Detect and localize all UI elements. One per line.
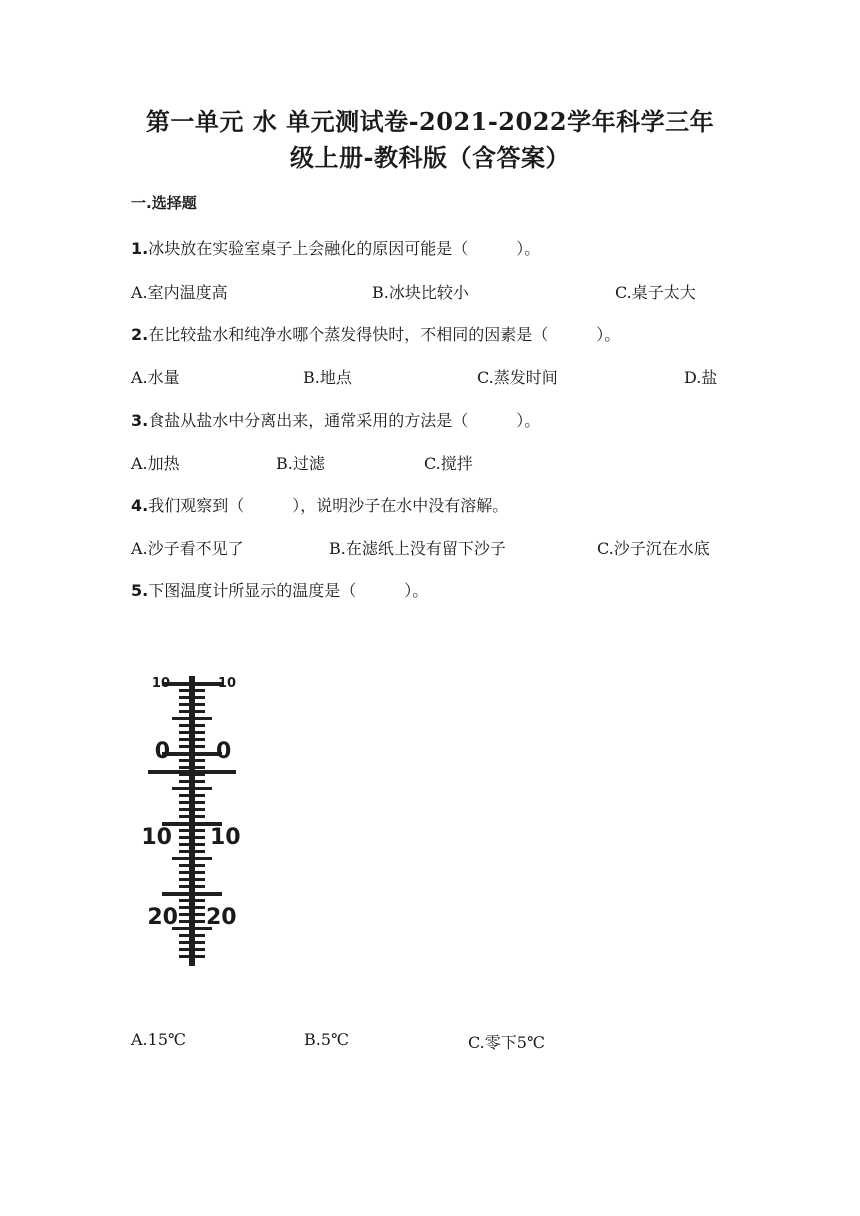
thermometer-tick (179, 724, 205, 727)
thermometer-tick (179, 759, 205, 762)
thermometer-label-20-right: 20 (206, 905, 237, 930)
question-2 (131, 322, 620, 345)
thermometer-tick (172, 857, 212, 860)
thermometer-tick (179, 913, 205, 916)
thermometer-tick (179, 836, 205, 839)
q5-option-b[interactable]: B.5℃ (304, 1030, 349, 1049)
thermometer-tick (162, 682, 222, 686)
thermometer-tick (179, 731, 205, 734)
thermometer-tick (179, 689, 205, 692)
thermometer-tick (179, 885, 205, 888)
q5-option-c[interactable]: C.零下5℃ (468, 1033, 545, 1052)
question-5 (131, 578, 428, 601)
thermometer-tick (179, 948, 205, 951)
thermometer-tick (179, 815, 205, 818)
question-text: 食盐从盐水中分离出来，通常采用的方法是（ ）。 (148, 411, 541, 430)
thermometer-tick (179, 899, 205, 902)
thermometer-tick (179, 794, 205, 797)
thermometer-tick (162, 892, 222, 896)
thermometer-label-10-left: 10 (141, 825, 172, 850)
thermometer-tick (179, 843, 205, 846)
q4-option-a[interactable]: A.沙子看不见了 (131, 539, 244, 558)
thermometer-tick (179, 906, 205, 909)
thermometer-tick (179, 920, 205, 923)
q1-option-a[interactable]: A.室内温度高 (131, 283, 228, 302)
q3-option-b[interactable]: B.过滤 (276, 454, 325, 473)
q3-option-a[interactable]: A.加热 (131, 454, 180, 473)
question-text: 冰块放在实验室桌子上会融化的原因可能是（ ）。 (148, 239, 541, 258)
thermometer-tick (179, 710, 205, 713)
thermometer-tick (172, 717, 212, 720)
thermometer-label-10-right: 10 (210, 825, 241, 850)
section-heading: 一.选择题 (131, 194, 197, 212)
q4-option-b[interactable]: B.在滤纸上没有留下沙子 (329, 539, 506, 558)
question-number: 5. (131, 581, 149, 600)
thermometer-tick (179, 703, 205, 706)
page-title (100, 104, 760, 176)
thermometer-top-label-left: 10 (151, 676, 170, 691)
thermometer-tick (179, 934, 205, 937)
thermometer-tick (179, 801, 205, 804)
thermometer-tick (179, 871, 205, 874)
q3-option-c[interactable]: C.搅拌 (424, 454, 473, 473)
question-3 (131, 408, 540, 431)
thermometer-tick (179, 738, 205, 741)
q2-option-c[interactable]: C.蒸发时间 (477, 368, 558, 387)
thermometer-divider (148, 770, 236, 774)
q5-option-a[interactable]: A.15℃ (131, 1030, 186, 1049)
thermometer-tick (179, 941, 205, 944)
question-number: 1. (131, 239, 149, 258)
thermometer-tick (179, 696, 205, 699)
thermometer-tick (179, 850, 205, 853)
thermometer-label-0-right: 0 (216, 739, 232, 764)
thermometer-tick (162, 752, 222, 756)
question-text: 下图温度计所显示的温度是（ ）。 (148, 581, 429, 600)
question-number: 2. (131, 325, 149, 344)
thermometer-tick (179, 955, 205, 958)
q1-option-b[interactable]: B.冰块比较小 (372, 283, 469, 302)
title-line-1: 第一单元 水 单元测试卷-2021-2022学年科学三年 (145, 107, 715, 136)
question-number: 3. (131, 411, 149, 430)
thermometer-tick (179, 745, 205, 748)
thermometer-tick (179, 766, 205, 769)
thermometer-tick (179, 829, 205, 832)
question-text: 我们观察到（ ），说明沙子在水中没有溶解。 (148, 496, 509, 515)
question-number: 4. (131, 496, 149, 515)
thermometer-tick (179, 808, 205, 811)
question-text: 在比较盐水和纯净水哪个蒸发得快时，不相同的因素是（ ）。 (148, 325, 621, 344)
q2-option-b[interactable]: B.地点 (303, 368, 352, 387)
thermometer-tick (179, 878, 205, 881)
question-4 (131, 493, 508, 516)
thermometer-tick (179, 780, 205, 783)
question-1 (131, 236, 540, 259)
thermometer-top-label-right: 10 (218, 676, 237, 691)
thermometer-label-0-left: 0 (154, 739, 170, 764)
q4-option-c[interactable]: C.沙子沉在水底 (597, 539, 710, 558)
thermometer-tick (172, 787, 212, 790)
thermometer-tick (179, 864, 205, 867)
q1-option-c[interactable]: C.桌子太大 (615, 283, 696, 302)
thermometer-label-20-left: 20 (147, 905, 178, 930)
q2-option-d[interactable]: D.盐 (684, 368, 718, 387)
thermometer-figure (126, 664, 258, 974)
q2-option-a[interactable]: A.水量 (131, 368, 180, 387)
title-line-2: 级上册-教科版（含答案） (290, 143, 570, 172)
